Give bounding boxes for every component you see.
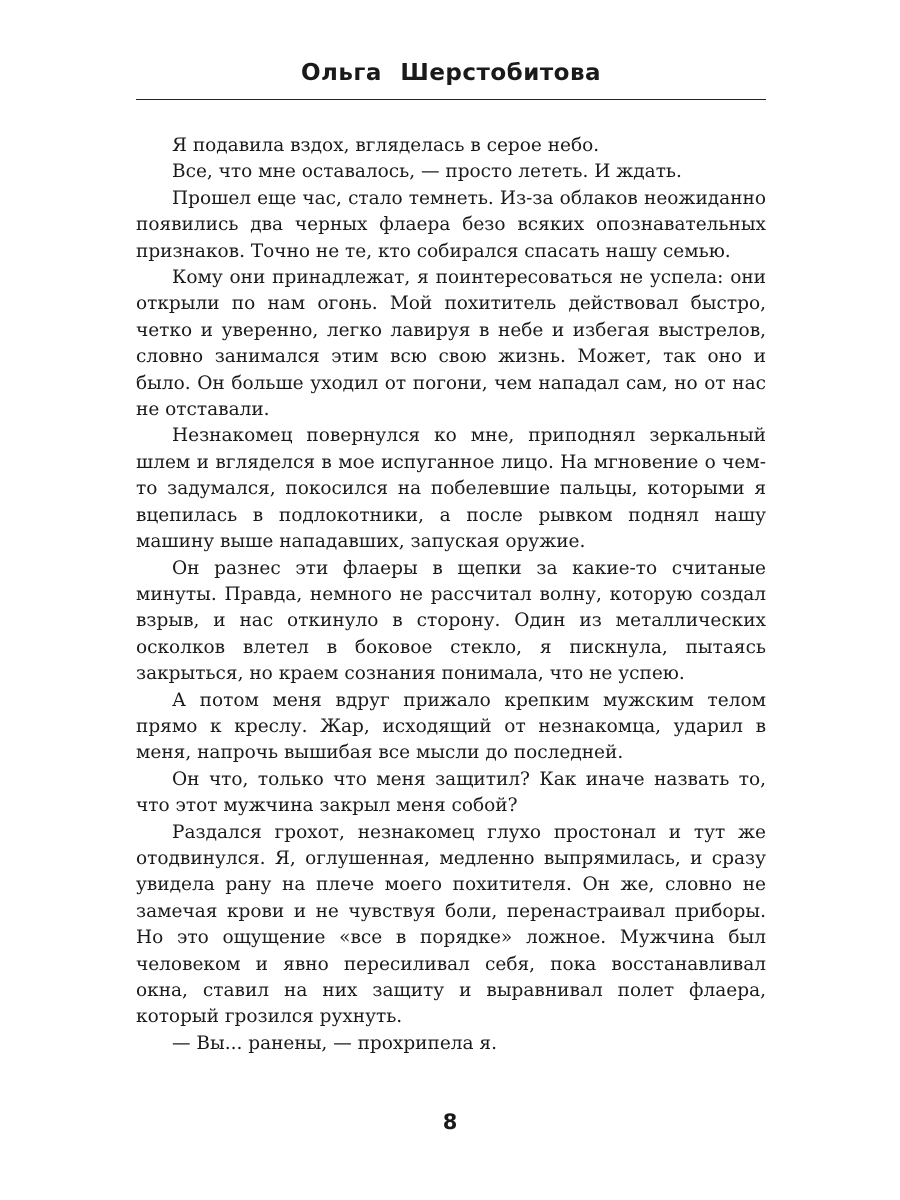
paragraph: Я подавила вздох, вгляделась в серое небо. bbox=[172, 135, 600, 156]
paragraph: — Вы... ранены, — прохрипела я. bbox=[172, 1032, 497, 1054]
paragraph: Кому они принадлежат, я поинтересоваться не успела: они открыли по нам огонь. Мой похититель действовал быстро, четко и уверенно, легко лавируя в небе и избегая выстрелов, словно занимался этим всю свою жизнь. Может, так оно и было. Он больше уходил от погони, чем нападал сам, но от нас не отставали. bbox=[136, 267, 766, 421]
body-text bbox=[136, 133, 766, 1057]
paragraph: Он разнес эти флаеры в щепки за какие-то считаные минуты. Правда, немного не рассчитал волну, которую создал взрыв, и нас откинуло в сторону. Один из металлических осколков влетел в боковое стекло, я пискнула, пытаясь закрыться, но краем сознания понимала, что не успею. bbox=[136, 557, 766, 685]
paragraph: Незнакомец повернулся ко мне, приподнял зеркальный шлем и вгляделся в мое испуганное лицо. На мгновение о чем-то задумался, покосился на побелевшие пальцы, которыми я вцепилась в подлокотники, а после рывком поднял нашу машину выше нападавших, запуская оружие. bbox=[136, 425, 766, 553]
paragraph: Он что, только что меня защитил? Как иначе назвать то, что этот мужчина закрыл меня собой? bbox=[136, 768, 766, 817]
paragraph: А потом меня вдруг прижало крепким мужским телом прямо к креслу. Жар, исходящий от незнакомца, ударил в меня, напрочь вышибая все мысли до последней. bbox=[136, 689, 766, 764]
page-number: 8 bbox=[442, 1110, 458, 1134]
running-head-author: Ольга Шерстобитова bbox=[300, 60, 602, 86]
paragraph: Прошел еще час, стало темнеть. Из-за облаков неожиданно появились два черных флаера безо всяких опознавательных признаков. Точно не те, кто собирался спасать нашу семью. bbox=[136, 187, 766, 262]
header-rule bbox=[136, 99, 766, 100]
paragraph: Раздался грохот, незнакомец глухо простонал и тут же отодвинулся. Я, оглушенная, медленно выпрямилась, и сразу увидела рану на плече моего похитителя. Он же, словно не замечая крови и не чувствуя боли, перенастраивал приборы. Но это ощущение «все в порядке» ложное. Мужчина был человеком и явно пересиливал себя, пока восстанавливал окна, ставил на них защиту и выравнивал полет флаера, который грозился рухнуть. bbox=[136, 821, 766, 1028]
paragraph: Все, что мне оставалось, — просто лететь. И ждать. bbox=[172, 161, 682, 183]
